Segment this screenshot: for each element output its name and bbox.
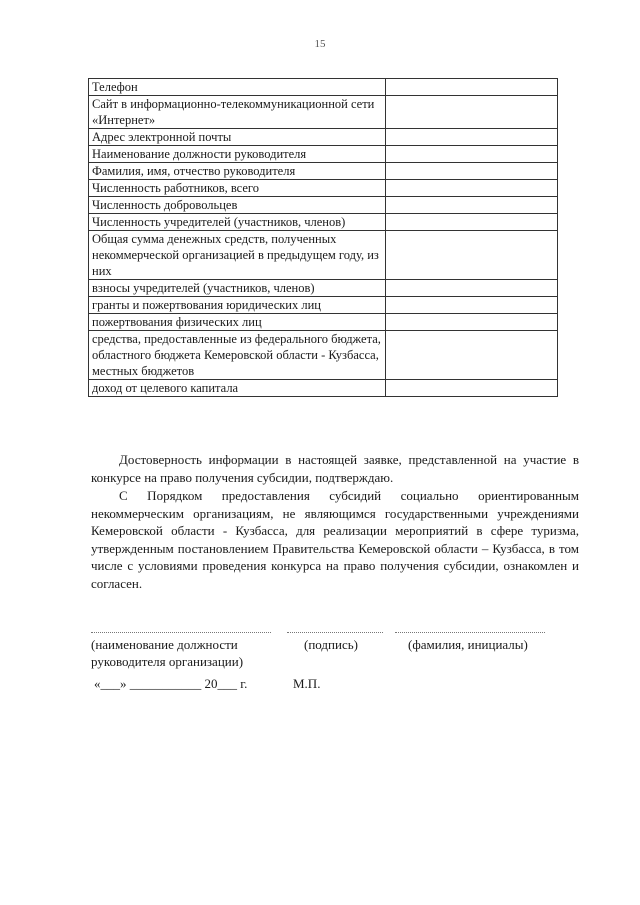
row-label: пожертвования физических лиц bbox=[89, 314, 386, 331]
row-label: Адрес электронной почты bbox=[89, 129, 386, 146]
row-value[interactable] bbox=[386, 380, 558, 397]
row-label: Численность учредителей (участников, членов) bbox=[89, 214, 386, 231]
position-line bbox=[91, 632, 271, 633]
position-caption: (наименование должности руководителя организации) bbox=[91, 637, 244, 669]
table-row bbox=[89, 280, 558, 297]
table-row bbox=[89, 331, 558, 380]
row-label: Телефон bbox=[89, 79, 386, 96]
page-number: 15 bbox=[314, 38, 326, 50]
table-row bbox=[89, 314, 558, 331]
row-value[interactable] bbox=[386, 180, 558, 197]
row-value[interactable] bbox=[386, 231, 558, 280]
row-label: Фамилия, имя, отчество руководителя bbox=[89, 163, 386, 180]
name-line bbox=[395, 632, 545, 633]
row-label: взносы учредителей (участников, членов) bbox=[89, 280, 386, 297]
table-row bbox=[89, 297, 558, 314]
table-row bbox=[89, 380, 558, 397]
row-label: средства, предоставленные из федерального бюджета, областного бюджета Кемеровской области - Кузбасса, местных бюджетов bbox=[89, 331, 386, 380]
signature-caption: (подпись) bbox=[304, 637, 358, 652]
row-value[interactable] bbox=[386, 214, 558, 231]
row-label: Численность работников, всего bbox=[89, 180, 386, 197]
row-value[interactable] bbox=[386, 197, 558, 214]
signature-line bbox=[287, 632, 383, 633]
row-value[interactable] bbox=[386, 331, 558, 380]
row-value[interactable] bbox=[386, 163, 558, 180]
row-value[interactable] bbox=[386, 297, 558, 314]
table-row bbox=[89, 231, 558, 280]
confirmation-paragraph: Достоверность информации в настоящей заявке, представленной на участие в конкурсе на право получения субсидии, подтверждаю. bbox=[91, 452, 579, 485]
table-row bbox=[89, 79, 558, 96]
organization-info-table bbox=[88, 78, 558, 397]
stamp-place: М.П. bbox=[293, 676, 321, 691]
row-label: Общая сумма денежных средств, полученных некоммерческой организацией в предыдущем году, из них bbox=[89, 231, 386, 280]
table-row bbox=[89, 180, 558, 197]
table-row bbox=[89, 96, 558, 129]
row-label: Наименование должности руководителя bbox=[89, 146, 386, 163]
table-row bbox=[89, 146, 558, 163]
name-caption: (фамилия, инициалы) bbox=[408, 637, 528, 652]
table-row bbox=[89, 197, 558, 214]
row-value[interactable] bbox=[386, 79, 558, 96]
table-row bbox=[89, 129, 558, 146]
table-row bbox=[89, 163, 558, 180]
row-value[interactable] bbox=[386, 314, 558, 331]
row-value[interactable] bbox=[386, 96, 558, 129]
row-label: доход от целевого капитала bbox=[89, 380, 386, 397]
row-label: Численность добровольцев bbox=[89, 197, 386, 214]
row-value[interactable] bbox=[386, 129, 558, 146]
date-field: «___» ___________ 20___ г. bbox=[94, 676, 248, 691]
table-row bbox=[89, 214, 558, 231]
row-label: Сайт в информационно-телекоммуникационной сети «Интернет» bbox=[89, 96, 386, 129]
procedure-paragraph: С Порядком предоставления субсидий социально ориентированным некоммерческим организациям, не являющимся государственными учреждениями Кемеровской области - Кузбасса, для реализации мероприятий в сфере туризма, утвержденным постановлением Правительства Кемеровской области – Кузбасса, в том числе с условиями проведения конкурса на право получения субсидии, ознакомлен и согласен. bbox=[91, 488, 579, 591]
row-value[interactable] bbox=[386, 146, 558, 163]
row-value[interactable] bbox=[386, 280, 558, 297]
row-label: гранты и пожертвования юридических лиц bbox=[89, 297, 386, 314]
